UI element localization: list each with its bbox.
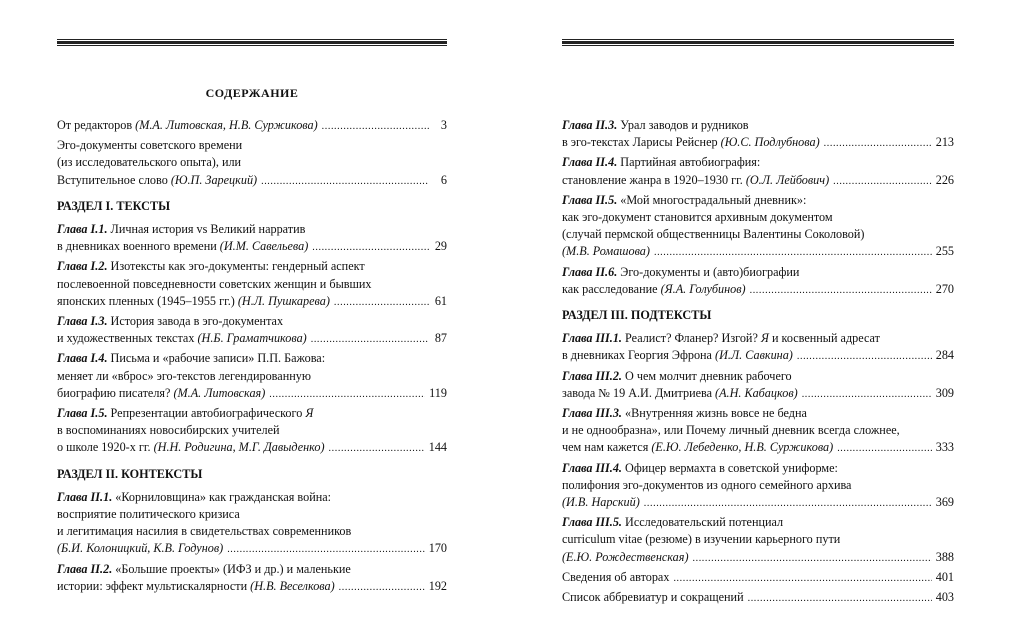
toc-entry[interactable]	[562, 117, 954, 152]
toc-entry[interactable]	[562, 569, 954, 587]
page-number: 403	[935, 590, 954, 605]
chapter-number: Глава II.3.	[562, 118, 618, 132]
page-number: 6	[440, 172, 447, 187]
toc-line-text	[57, 422, 280, 439]
entry-title: «Внутренняя жизнь вовсе не бедна	[621, 406, 807, 421]
dot-leader	[329, 440, 425, 457]
dot-leader	[797, 348, 932, 365]
toc-entry[interactable]	[562, 589, 954, 607]
toc-entry[interactable]	[562, 460, 954, 513]
toc-line	[562, 494, 954, 512]
dot-leader	[334, 294, 429, 311]
toc-line-text	[57, 172, 257, 189]
toc-line	[562, 549, 954, 567]
toc-line	[562, 264, 954, 281]
toc-line-text	[57, 313, 283, 330]
entry-author: (Ю.П. Зарецкий)	[170, 172, 258, 187]
toc-entry[interactable]	[562, 368, 954, 403]
entry-title: Список аббревиатур и сокращений	[562, 590, 744, 605]
toc-line-text	[57, 368, 311, 385]
chapter-number: Глава II.2.	[57, 561, 113, 576]
toc-line-text	[57, 578, 335, 595]
toc-entry[interactable]	[57, 405, 447, 458]
toc-line	[562, 209, 954, 226]
toc-line	[57, 439, 447, 457]
toc-line-text	[57, 523, 351, 540]
toc-line-text	[562, 477, 851, 494]
dot-leader	[802, 386, 932, 403]
toc-line	[57, 276, 447, 293]
entry-title: curriculum vitae (резюме) в изучении карьерного пути	[562, 532, 841, 547]
entry-title: О чем молчит дневник рабочего	[621, 368, 792, 383]
toc-entry[interactable]	[57, 561, 447, 596]
entry-title: Исследовательский потенциал	[621, 515, 784, 530]
entry-title: и легитимация насилия в свидетельствах современников	[57, 524, 352, 539]
entry-title: завода № 19 А.И. Дмитриева	[562, 385, 716, 400]
toc-line-text	[57, 238, 308, 255]
entry-author: (Е.Ю. Лебеденко, Н.В. Суржикова)	[651, 440, 834, 455]
entry-author: (Н.В. Веселкова)	[250, 578, 335, 593]
toc-entry[interactable]	[57, 350, 447, 403]
toc-line	[57, 293, 447, 311]
dot-leader	[261, 173, 429, 190]
entry-author: (М.В. Ромашова)	[562, 244, 650, 259]
toc-line	[57, 540, 447, 558]
toc-line-text	[562, 549, 689, 566]
toc-line-text	[57, 330, 307, 347]
toc-entry[interactable]	[562, 264, 954, 299]
toc-line-text	[57, 137, 242, 154]
toc-line	[57, 350, 447, 367]
page-number: 3	[440, 118, 447, 132]
entry-author: (А.Н. Кабацков)	[715, 385, 798, 400]
toc-line-text	[562, 134, 820, 151]
dot-leader	[269, 386, 425, 403]
entry-title: в дневниках военного времени	[57, 239, 220, 254]
toc-line-text	[57, 385, 265, 402]
toc-line	[57, 422, 447, 439]
toc-line	[562, 154, 954, 171]
dot-leader	[312, 239, 429, 256]
toc-line-text	[562, 422, 900, 439]
toc-line	[562, 439, 954, 457]
page-number: 226	[935, 172, 954, 187]
toc-line	[562, 589, 954, 607]
toc-line-text	[57, 350, 325, 367]
entry-author: (Я.А. Голубинов)	[660, 281, 746, 296]
toc-line	[562, 347, 954, 365]
toc-line	[562, 281, 954, 299]
entry-author: (Н.Л. Пушкарева)	[237, 293, 330, 308]
dot-leader	[673, 570, 931, 587]
toc-line	[57, 523, 447, 540]
toc-line-text	[57, 276, 372, 293]
toc-line-text	[562, 385, 798, 402]
page-number: 144	[428, 440, 447, 455]
toc-line	[562, 134, 954, 152]
toc-entry[interactable]	[57, 221, 447, 256]
toc-entry[interactable]	[57, 258, 447, 311]
entry-title: как расследование	[562, 281, 661, 296]
page-number: 119	[429, 385, 447, 400]
toc-line-text	[57, 117, 318, 134]
toc-heading: СОДЕРЖАНИЕ	[205, 86, 299, 100]
entry-title: в эго-текстах Ларисы Рейснер	[562, 135, 721, 150]
page-number: 270	[935, 281, 954, 296]
toc-line	[57, 238, 447, 256]
dot-leader	[311, 331, 429, 348]
dot-leader	[837, 440, 932, 457]
entry-title-italic: Я	[760, 331, 769, 346]
toc-line-text	[562, 117, 749, 134]
toc-left-column	[57, 117, 447, 598]
toc-line	[57, 506, 447, 523]
entry-title: меняет ли «вброс» эго-текстов легендированную	[57, 368, 311, 383]
toc-line-text	[562, 154, 760, 171]
page-number: 87	[434, 331, 447, 346]
toc-line	[57, 330, 447, 348]
chapter-number: Глава III.3.	[562, 406, 622, 421]
entry-title: Изотексты как эго-документы: гендерный аспект	[107, 259, 365, 274]
toc-line	[562, 330, 954, 347]
toc-line	[57, 561, 447, 578]
entry-title: как эго-документ становится архивным документом	[562, 210, 833, 225]
toc-line	[562, 385, 954, 403]
toc-entry[interactable]	[562, 154, 954, 189]
chapter-number: Глава I.3.	[57, 314, 108, 329]
toc-line	[562, 368, 954, 385]
toc-line-text	[57, 221, 305, 238]
toc-line-text	[562, 405, 807, 422]
toc-line-text	[562, 589, 744, 606]
entry-title: История завода в эго-документах	[107, 314, 284, 329]
toc-line-text	[562, 494, 640, 511]
entry-title: Личная история vs Великий нарратив	[107, 222, 306, 237]
toc-line-text	[562, 460, 838, 477]
page-number: 401	[935, 569, 954, 584]
entry-author: (М.А. Литовская)	[173, 385, 266, 400]
toc-line	[562, 514, 954, 531]
toc-line	[57, 172, 447, 190]
entry-title: Вступительное слово	[57, 172, 171, 187]
toc-line	[57, 221, 447, 238]
dot-leader	[227, 541, 425, 558]
entry-title: в воспоминаниях новосибирских учителей	[57, 423, 280, 438]
toc-line	[57, 154, 447, 171]
toc-entry[interactable]	[57, 117, 447, 135]
toc-line	[562, 422, 954, 439]
toc-right-column	[562, 117, 954, 609]
entry-title: Репрезентации автобиографического	[107, 406, 306, 421]
entry-title: (из исследовательского опыта), или	[57, 155, 242, 170]
entry-title: полифония эго-документов из одного семейного архива	[562, 477, 852, 492]
toc-line	[562, 117, 954, 134]
entry-title: (случай пермской общественницы Валентины Соколовой)	[562, 227, 865, 242]
entry-title: чем нам кажется	[562, 440, 652, 455]
toc-line	[57, 385, 447, 403]
toc-line	[57, 368, 447, 385]
toc-line	[57, 258, 447, 275]
entry-title: От редакторов	[57, 118, 136, 132]
toc-line-text	[57, 489, 331, 506]
toc-line-text	[57, 561, 351, 578]
toc-line-text	[57, 154, 241, 171]
entry-title: «Большие проекты» (ИФЗ и др.) и маленькие	[112, 561, 351, 576]
toc-line	[57, 313, 447, 330]
chapter-number: Глава III.5.	[562, 515, 622, 530]
toc-line	[562, 226, 954, 243]
entry-title: восприятие политического кризиса	[57, 507, 240, 522]
page-number: 255	[935, 244, 954, 259]
section-title: РАЗДЕЛ I. ТЕКСТЫ	[57, 198, 171, 213]
entry-title: о школе 1920-х гг.	[57, 440, 154, 455]
entry-title: становление жанра в 1920–1930 гг.	[562, 172, 746, 187]
toc-line-text	[562, 172, 829, 189]
page-number: 61	[434, 293, 447, 308]
entry-title: Партийная автобиография:	[617, 155, 761, 170]
toc-line	[562, 192, 954, 209]
entry-title: и не однообразна», или Почему личный дневник всегда сложнее,	[562, 423, 900, 438]
toc-line	[562, 460, 954, 477]
toc-entry[interactable]	[562, 514, 954, 567]
page-number: 29	[434, 239, 447, 254]
entry-title: и художественных текстах	[57, 331, 198, 346]
header-rule	[57, 39, 447, 46]
toc-line-text	[562, 226, 864, 243]
entry-title: Письма и «рабочие записи» П.П. Бажова:	[107, 351, 326, 366]
entry-author: (М.А. Литовская, Н.В. Суржикова)	[135, 118, 318, 132]
toc-line-text	[562, 368, 792, 385]
toc-line-text	[562, 514, 783, 531]
toc-entry[interactable]	[57, 313, 447, 348]
toc-line-text	[57, 439, 325, 456]
dot-leader	[833, 173, 932, 190]
toc-entry[interactable]	[562, 330, 954, 365]
page-number: 192	[428, 578, 447, 593]
dot-leader	[322, 118, 429, 135]
toc-line	[57, 578, 447, 596]
toc-line	[57, 117, 447, 135]
entry-title: биографию писателя?	[57, 385, 174, 400]
entry-author: (Н.Б. Граматчикова)	[197, 331, 307, 346]
dot-leader	[824, 135, 932, 152]
chapter-number: Глава I.1.	[57, 222, 108, 237]
entry-title: Офицер вермахта в советской униформе:	[621, 460, 838, 475]
entry-title: Урал заводов и рудников	[617, 118, 749, 132]
page-number: 213	[935, 135, 954, 150]
toc-line-text	[562, 569, 669, 586]
entry-title-italic: Я	[305, 406, 314, 421]
toc-line-text	[57, 506, 240, 523]
entry-author: (Б.И. Колоницкий, К.В. Годунов)	[57, 541, 224, 556]
entry-title: японских пленных (1945–1955 гг.)	[57, 293, 238, 308]
section-title: РАЗДЕЛ III. ПОДТЕКСТЫ	[562, 308, 712, 323]
toc-line	[562, 243, 954, 261]
entry-title: послевоенной повседневности советских женщин и бывших	[57, 276, 372, 291]
dot-leader	[654, 244, 932, 261]
entry-title: и косвенный адресат	[768, 331, 880, 346]
page-number: 170	[428, 541, 447, 556]
chapter-number: Глава III.2.	[562, 368, 622, 383]
chapter-number: Глава I.5.	[57, 406, 108, 421]
chapter-number: Глава I.2.	[57, 259, 108, 274]
toc-line-text	[562, 531, 840, 548]
entry-author: (Е.Ю. Рождественская)	[562, 549, 689, 564]
toc-line-text	[562, 264, 799, 281]
toc-line-text	[562, 209, 833, 226]
toc-line-text	[57, 405, 313, 422]
entry-title: «Мой многострадальный дневник»:	[617, 192, 807, 207]
toc-line-text	[57, 293, 330, 310]
toc-line	[57, 489, 447, 506]
dot-leader	[750, 282, 932, 299]
chapter-number: Глава II.5.	[562, 192, 618, 207]
toc-entry[interactable]	[57, 489, 447, 559]
chapter-number: Глава II.1.	[57, 489, 113, 504]
entry-author: (О.Л. Лейбович)	[745, 172, 830, 187]
entry-author: (И.В. Нарский)	[562, 495, 640, 510]
page-number: 309	[935, 385, 954, 400]
entry-title: в дневниках Георгия Эфрона	[562, 348, 716, 363]
toc-line-text	[57, 258, 365, 275]
toc-entry[interactable]	[57, 137, 447, 190]
section-title: РАЗДЕЛ II. КОНТЕКСТЫ	[57, 466, 203, 481]
entry-title: истории: эффект мультискалярности	[57, 578, 251, 593]
toc-line-text	[562, 347, 793, 364]
chapter-number: Глава II.4.	[562, 155, 618, 170]
header-rule	[562, 39, 954, 46]
entry-author: (И.Л. Савкина)	[715, 348, 793, 363]
page-number: 369	[935, 495, 954, 510]
chapter-number: Глава III.4.	[562, 460, 622, 475]
toc-line	[562, 405, 954, 422]
chapter-number: Глава III.1.	[562, 331, 622, 346]
entry-title: Эго-документы советского времени	[57, 138, 243, 153]
toc-line	[562, 531, 954, 548]
toc-line-text	[562, 243, 650, 260]
entry-author: (Ю.С. Подлубнова)	[720, 135, 820, 150]
toc-line-text	[57, 540, 223, 557]
page-number: 333	[935, 440, 954, 455]
chapter-number: Глава II.6.	[562, 264, 618, 279]
dot-leader	[748, 590, 932, 607]
toc-line	[562, 172, 954, 190]
entry-title: Реалист? Фланер? Изгой?	[621, 331, 761, 346]
page-number: 388	[935, 549, 954, 564]
toc-line-text	[562, 281, 746, 298]
toc-line-text	[562, 330, 880, 347]
dot-leader	[693, 550, 932, 567]
page-number: 284	[935, 348, 954, 363]
dot-leader	[339, 579, 425, 596]
toc-line	[562, 569, 954, 587]
entry-author: (Н.Н. Родигина, М.Г. Давыденко)	[153, 440, 325, 455]
dot-leader	[644, 495, 932, 512]
toc-line-text	[562, 192, 806, 209]
entry-author: (И.М. Савельева)	[219, 239, 309, 254]
toc-line	[562, 477, 954, 494]
toc-entry[interactable]	[562, 192, 954, 262]
entry-title: Эго-документы и (авто)биографии	[617, 264, 800, 279]
toc-line	[57, 405, 447, 422]
toc-entry[interactable]	[562, 405, 954, 458]
chapter-number: Глава I.4.	[57, 351, 108, 366]
toc-line	[57, 137, 447, 154]
entry-title: Сведения об авторах	[562, 569, 670, 584]
entry-title: «Корниловщина» как гражданская война:	[112, 489, 332, 504]
toc-line-text	[562, 439, 833, 456]
